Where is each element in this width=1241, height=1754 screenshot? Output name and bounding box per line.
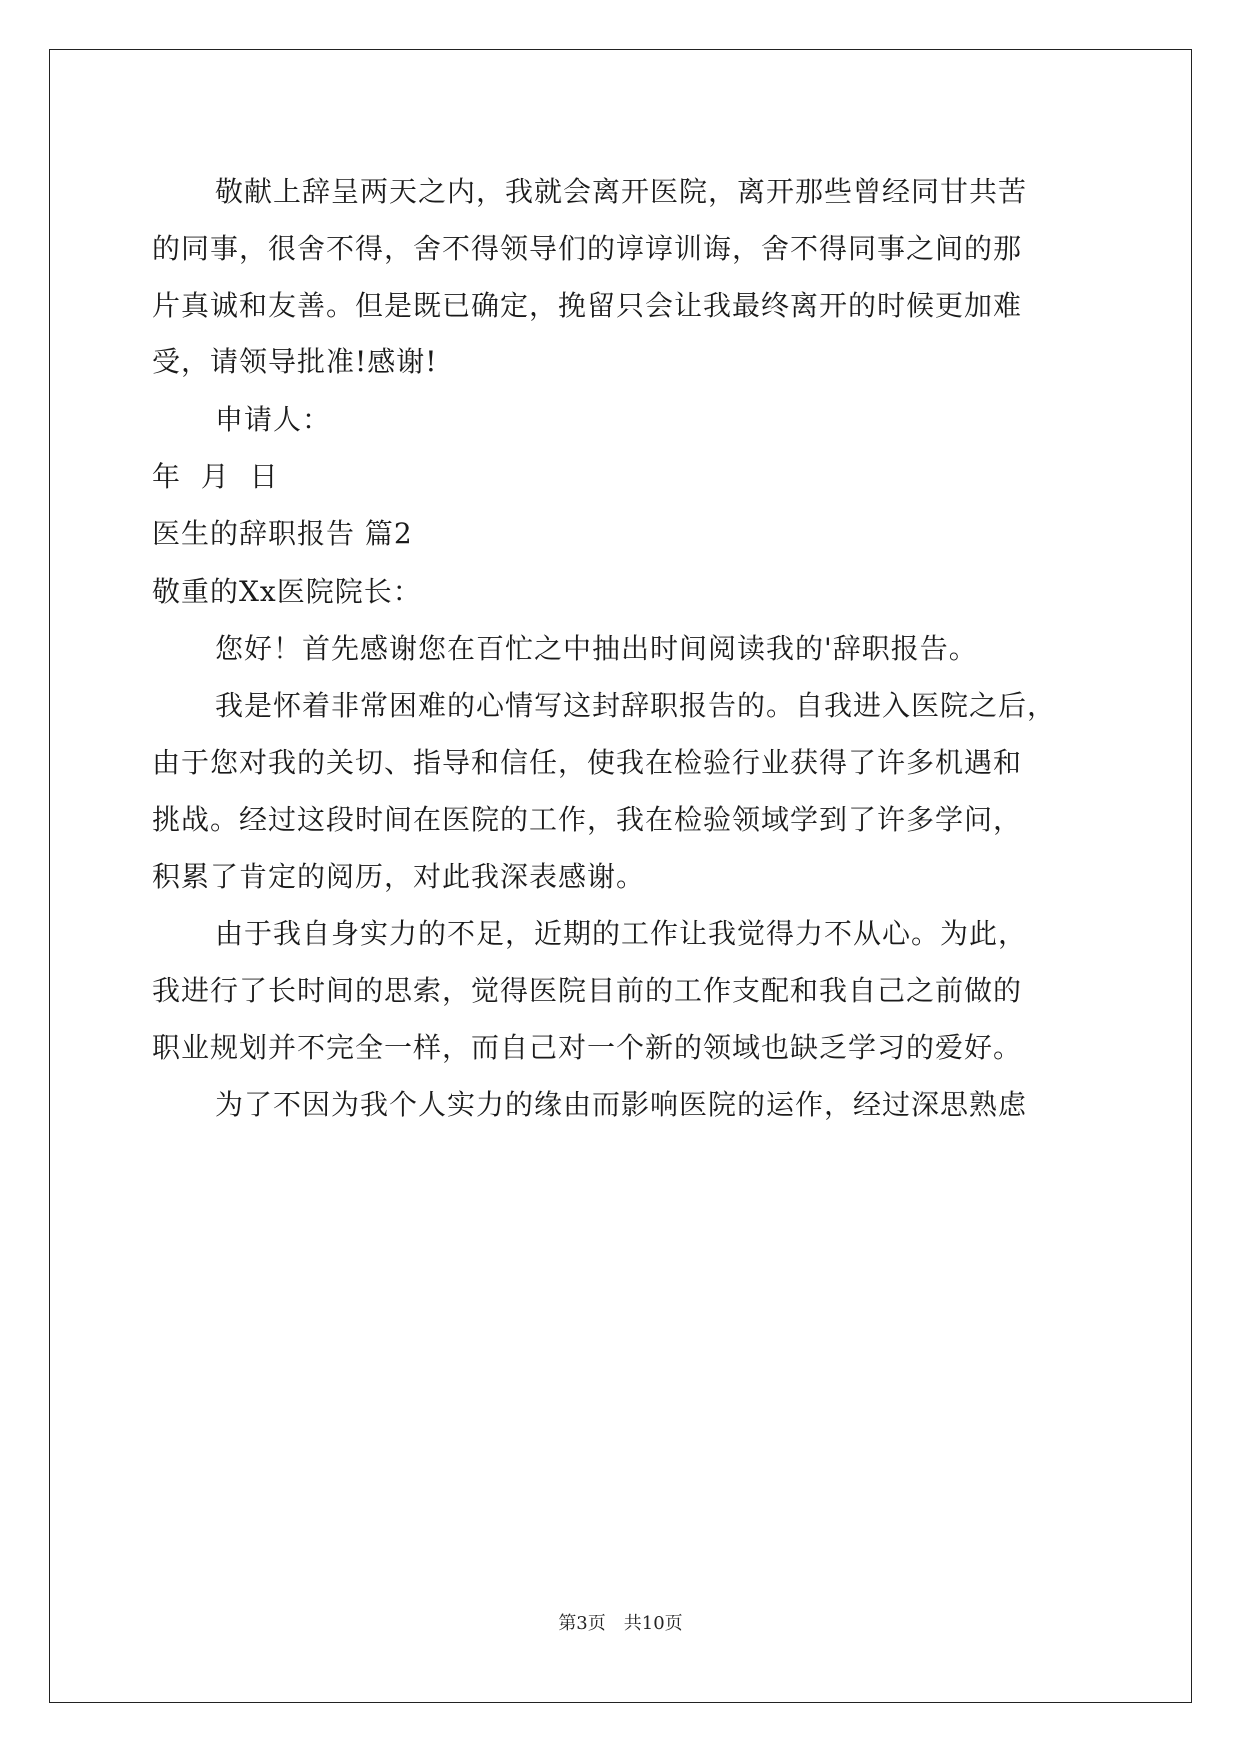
paragraph-line: 由于您对我的关切、指导和信任，使我在检验行业获得了许多机遇和	[152, 746, 1023, 779]
paragraph-line: 您好！首先感谢您在百忙之中抽出时间阅读我的'辞职报告。	[215, 632, 978, 665]
salutation: 敬重的Xx医院院长：	[152, 575, 422, 608]
paragraph-line: 片真诚和友善。但是既已确定，挽留只会让我最终离开的时候更加难	[152, 289, 1023, 322]
paragraph-line: 受，请领导批准!感谢!	[152, 345, 438, 378]
date-line: 年 月 日	[152, 460, 279, 493]
paragraph-line: 积累了肯定的阅历，对此我深表感谢。	[152, 860, 646, 893]
paragraph-line: 职业规划并不完全一样，而自己对一个新的领域也缺乏学习的爱好。	[152, 1031, 1023, 1064]
paragraph-line: 敬献上辞呈两天之内，我就会离开医院，离开那些曾经同甘共苦	[215, 175, 1028, 208]
paragraph-line: 我是怀着非常困难的心情写这封辞职报告的。自我进入医院之后，	[215, 689, 1057, 722]
paragraph-line: 挑战。经过这段时间在医院的工作，我在检验领域学到了许多学问，	[152, 803, 1023, 836]
paragraph-line: 我进行了长时间的思索，觉得医院目前的工作支配和我自己之前做的	[152, 974, 1023, 1007]
paragraph-line: 为了不因为我个人实力的缘由而影响医院的运作，经过深思熟虑	[215, 1088, 1028, 1121]
page-number: 第3页 共10页	[558, 1613, 683, 1634]
section-title: 医生的辞职报告 篇2	[152, 517, 413, 550]
paragraph-line: 的同事，很舍不得，舍不得领导们的谆谆训诲，舍不得同事之间的那	[152, 232, 1023, 265]
applicant-label: 申请人：	[215, 403, 332, 436]
paragraph-line: 由于我自身实力的不足，近期的工作让我觉得力不从心。为此，	[215, 917, 1028, 950]
